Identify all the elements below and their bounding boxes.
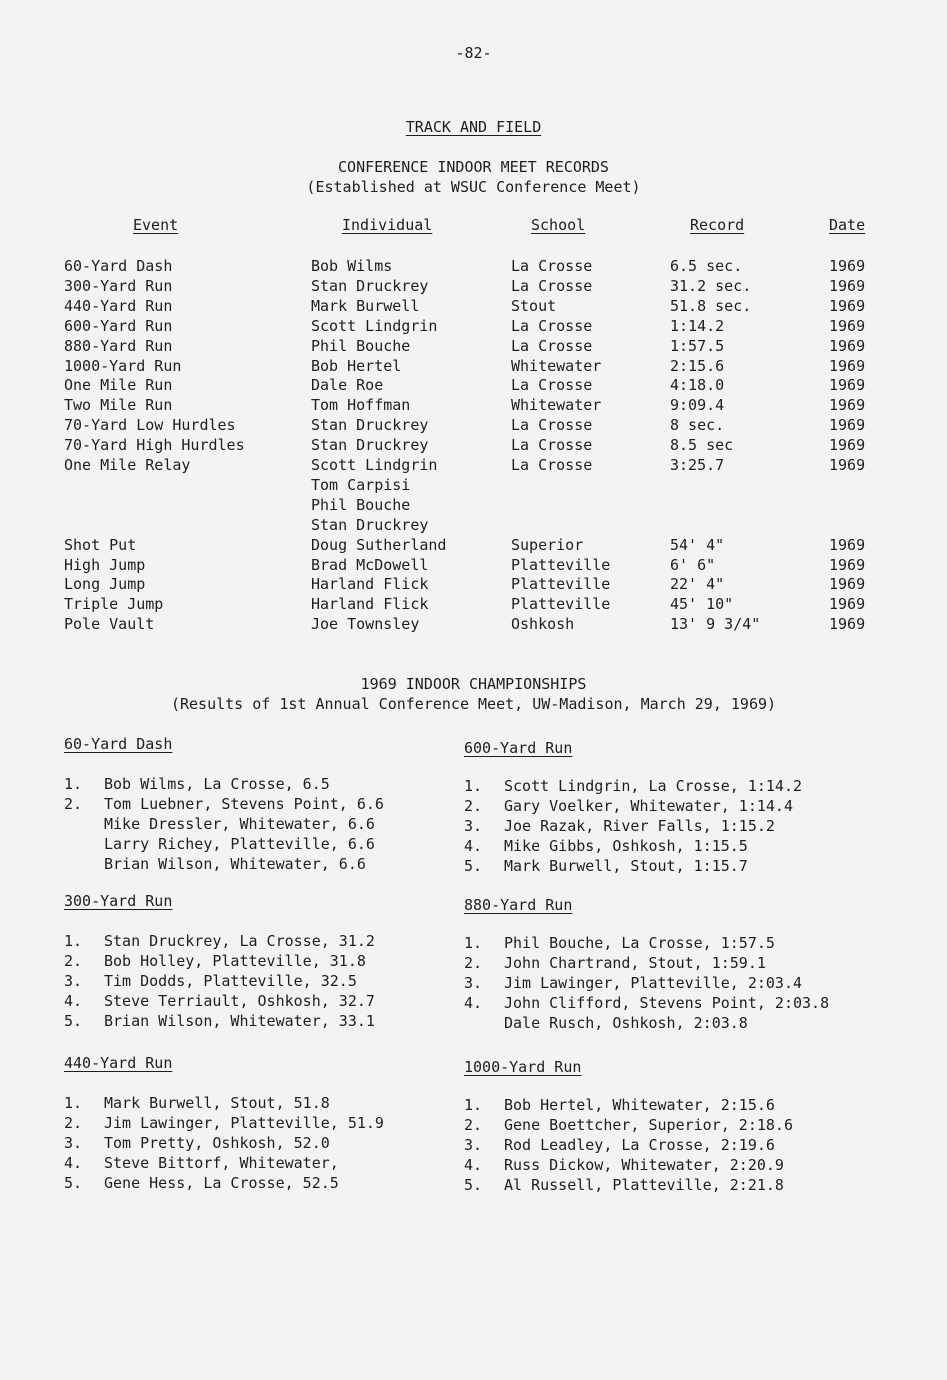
header-event: Event	[133, 216, 179, 234]
cell-individual: Phil Bouche	[311, 495, 411, 514]
cell-date: 1969	[829, 555, 866, 574]
result-list-item	[464, 974, 884, 994]
result-text: Mark Burwell, Stout, 1:15.7	[504, 857, 748, 875]
result-list-item	[464, 954, 884, 974]
championships-subtitle: (Results of 1st Annual Conference Meet, UW-Madison, March 29, 1969)	[170, 695, 777, 713]
result-list-item	[64, 1114, 484, 1134]
cell-event: 440-Yard Run	[64, 296, 173, 315]
place-number: 1.	[464, 777, 483, 795]
result-list-item	[64, 952, 484, 972]
place-number: 2.	[64, 952, 83, 970]
championships-title: 1969 INDOOR CHAMPIONSHIPS	[360, 675, 587, 693]
event-heading: 300-Yard Run	[64, 892, 173, 910]
result-list-item	[464, 777, 884, 797]
cell-school: Whitewater	[511, 396, 602, 415]
result-text: Mike Gibbs, Oshkosh, 1:15.5	[504, 837, 748, 855]
cell-school: Whitewater	[511, 356, 602, 375]
records-table-row	[0, 615, 947, 635]
result-text: John Clifford, Stevens Point, 2:03.8	[504, 994, 830, 1012]
event-heading: 880-Yard Run	[464, 896, 573, 914]
cell-individual: Stan Druckrey	[311, 276, 429, 295]
result-text: Steve Bittorf, Whitewater,	[104, 1154, 339, 1172]
result-list-item	[464, 837, 884, 857]
cell-school: La Crosse	[511, 416, 593, 435]
cell-date: 1969	[829, 316, 866, 335]
records-table-row	[0, 536, 947, 556]
cell-school: La Crosse	[511, 376, 593, 395]
cell-event: 70-Yard High Hurdles	[64, 436, 245, 455]
records-table-row	[0, 516, 947, 536]
cell-date: 1969	[829, 416, 866, 435]
records-table-row	[0, 556, 947, 576]
cell-record: 1:14.2	[670, 316, 725, 335]
cell-event: Pole Vault	[64, 615, 155, 634]
cell-record: 31.2 sec.	[670, 276, 752, 295]
cell-event: Long Jump	[64, 575, 146, 594]
records-table-row	[0, 317, 947, 337]
place-number: 5.	[464, 857, 483, 875]
cell-individual: Stan Druckrey	[311, 515, 429, 534]
cell-date: 1969	[829, 575, 866, 594]
cell-school: La Crosse	[511, 316, 593, 335]
cell-school: Stout	[511, 296, 557, 315]
result-text: Bob Holley, Platteville, 31.8	[104, 952, 366, 970]
result-list-item	[464, 857, 884, 877]
cell-record: 51.8 sec.	[670, 296, 752, 315]
cell-date: 1969	[829, 296, 866, 315]
cell-event: One Mile Relay	[64, 456, 191, 474]
records-table-row	[0, 277, 947, 297]
cell-record: 3:25.7	[670, 456, 725, 474]
records-table-row	[0, 357, 947, 377]
place-number: 4.	[464, 837, 483, 855]
place-number: 1.	[64, 775, 83, 793]
place-number: 2.	[464, 954, 483, 972]
result-list-item	[64, 1134, 484, 1154]
place-number: 3.	[464, 817, 483, 835]
cell-individual: Dale Roe	[311, 376, 384, 395]
records-table-row	[0, 496, 947, 516]
cell-record: 4:18.0	[670, 376, 725, 395]
result-text: Phil Bouche, La Crosse, 1:57.5	[504, 934, 775, 952]
cell-individual: Bob Hertel	[311, 356, 402, 375]
cell-record: 9:09.4	[670, 396, 725, 415]
result-list-item	[64, 775, 484, 795]
cell-event: Triple Jump	[64, 595, 164, 614]
cell-event: 70-Yard Low Hurdles	[64, 416, 236, 435]
cell-event: 600-Yard Run	[64, 316, 173, 335]
place-number: 2.	[64, 795, 83, 813]
cell-individual: Stan Druckrey	[311, 436, 429, 455]
section-title: TRACK AND FIELD	[405, 118, 542, 136]
result-list-item	[464, 1136, 884, 1156]
cell-date: 1969	[829, 615, 866, 634]
cell-school: Superior	[511, 535, 584, 554]
records-table-row	[0, 476, 947, 496]
result-list-item	[64, 1012, 484, 1032]
event-heading: 60-Yard Dash	[64, 735, 173, 753]
cell-record: 6' 6"	[670, 555, 716, 574]
cell-school: Platteville	[511, 555, 611, 574]
cell-individual: Tom Carpisi	[311, 475, 411, 494]
cell-record: 1:57.5	[670, 336, 725, 355]
place-number: 3.	[464, 974, 483, 992]
result-list-item	[64, 815, 484, 835]
result-list-item	[464, 817, 884, 837]
result-text: Scott Lindgrin, La Crosse, 1:14.2	[504, 777, 803, 795]
result-text: Stan Druckrey, La Crosse, 31.2	[104, 932, 375, 950]
result-text: Bob Hertel, Whitewater, 2:15.6	[504, 1096, 775, 1114]
result-text: Steve Terriault, Oshkosh, 32.7	[104, 992, 375, 1010]
event-heading: 1000-Yard Run	[464, 1058, 582, 1076]
cell-date: 1969	[829, 436, 866, 455]
result-text: Tim Dodds, Platteville, 32.5	[104, 972, 357, 990]
cell-date: 1969	[829, 535, 866, 554]
cell-individual: Harland Flick	[311, 595, 429, 614]
result-list-item	[464, 934, 884, 954]
result-text: Jim Lawinger, Platteville, 2:03.4	[504, 974, 803, 992]
event-heading: 440-Yard Run	[64, 1054, 173, 1072]
cell-school: La Crosse	[511, 276, 593, 295]
cell-date: 1969	[829, 396, 866, 415]
page-number: -82-	[455, 44, 492, 62]
records-table-row	[0, 416, 947, 436]
cell-date: 1969	[829, 356, 866, 375]
cell-individual: Scott Lindgrin	[311, 316, 438, 335]
result-list-item	[464, 1014, 884, 1034]
cell-event: 60-Yard Dash	[64, 257, 173, 275]
header-individual: Individual	[342, 216, 433, 234]
records-table-row	[0, 337, 947, 357]
result-text: Brian Wilson, Whitewater, 33.1	[104, 1012, 375, 1030]
place-number: 5.	[64, 1174, 83, 1192]
cell-record: 2:15.6	[670, 356, 725, 375]
result-text: Russ Dickow, Whitewater, 2:20.9	[504, 1156, 784, 1174]
header-record: Record	[690, 216, 745, 234]
cell-individual: Harland Flick	[311, 575, 429, 594]
place-number: 1.	[464, 934, 483, 952]
place-number: 3.	[464, 1136, 483, 1154]
cell-event: One Mile Run	[64, 376, 173, 395]
cell-individual: Doug Sutherland	[311, 535, 447, 554]
place-number: 5.	[464, 1176, 483, 1194]
records-title: CONFERENCE INDOOR MEET RECORDS	[338, 158, 609, 176]
result-text: Rod Leadley, La Crosse, 2:19.6	[504, 1136, 775, 1154]
result-text: Mark Burwell, Stout, 51.8	[104, 1094, 330, 1112]
records-subtitle: (Established at WSUC Conference Meet)	[306, 178, 641, 196]
result-text: Tom Pretty, Oshkosh, 52.0	[104, 1134, 330, 1152]
header-date: Date	[829, 216, 866, 234]
cell-date: 1969	[829, 456, 866, 474]
place-number: 1.	[464, 1096, 483, 1114]
result-text: Larry Richey, Platteville, 6.6	[104, 835, 375, 853]
cell-record: 45' 10"	[670, 595, 734, 614]
result-list-item	[64, 972, 484, 992]
result-list-item	[64, 835, 484, 855]
cell-date: 1969	[829, 595, 866, 614]
cell-event: High Jump	[64, 555, 146, 574]
cell-record: 8.5 sec	[670, 436, 734, 455]
cell-school: La Crosse	[511, 336, 593, 355]
cell-event: Shot Put	[64, 535, 137, 554]
cell-event: Two Mile Run	[64, 396, 173, 415]
cell-record: 8 sec.	[670, 416, 725, 435]
place-number: 3.	[64, 1134, 83, 1152]
cell-school: La Crosse	[511, 436, 593, 455]
cell-individual: Mark Burwell	[311, 296, 420, 315]
place-number: 2.	[64, 1114, 83, 1132]
cell-school: Platteville	[511, 595, 611, 614]
cell-record: 22' 4"	[670, 575, 725, 594]
place-number: 4.	[64, 1154, 83, 1172]
result-list-item	[464, 1116, 884, 1136]
cell-individual: Tom Hoffman	[311, 396, 411, 415]
records-table-row	[0, 436, 947, 456]
place-number: 2.	[464, 797, 483, 815]
cell-event: 1000-Yard Run	[64, 356, 182, 375]
cell-individual: Bob Wilms	[311, 257, 393, 275]
result-text: Tom Luebner, Stevens Point, 6.6	[104, 795, 384, 813]
cell-individual: Stan Druckrey	[311, 416, 429, 435]
result-list-item	[64, 855, 484, 875]
cell-school: La Crosse	[511, 456, 593, 474]
cell-individual: Brad McDowell	[311, 555, 429, 574]
records-table-row	[0, 595, 947, 615]
place-number: 2.	[464, 1116, 483, 1134]
result-text: Al Russell, Platteville, 2:21.8	[504, 1176, 784, 1194]
cell-school: La Crosse	[511, 257, 593, 275]
place-number: 5.	[64, 1012, 83, 1030]
cell-date: 1969	[829, 257, 866, 275]
place-number: 4.	[64, 992, 83, 1010]
records-table-row	[0, 376, 947, 396]
records-table-row	[0, 297, 947, 317]
result-list-item	[64, 992, 484, 1012]
result-text: Dale Rusch, Oshkosh, 2:03.8	[504, 1014, 748, 1032]
cell-individual: Scott Lindgrin	[311, 456, 438, 474]
result-text: Mike Dressler, Whitewater, 6.6	[104, 815, 375, 833]
records-table-row	[0, 396, 947, 416]
cell-event: 880-Yard Run	[64, 336, 173, 355]
place-number: 4.	[464, 1156, 483, 1174]
result-list-item	[464, 1176, 884, 1196]
result-list-item	[464, 1096, 884, 1116]
result-text: Gary Voelker, Whitewater, 1:14.4	[504, 797, 793, 815]
records-table-row	[0, 456, 947, 476]
place-number: 1.	[64, 932, 83, 950]
place-number: 1.	[64, 1094, 83, 1112]
cell-record: 54' 4"	[670, 535, 725, 554]
records-table-row	[0, 257, 947, 277]
result-list-item	[64, 1154, 484, 1174]
header-school: School	[531, 216, 586, 234]
records-table-row	[0, 575, 947, 595]
cell-individual: Joe Townsley	[311, 615, 420, 634]
cell-school: Oshkosh	[511, 615, 575, 634]
result-list-item	[464, 994, 884, 1014]
cell-school: Platteville	[511, 575, 611, 594]
result-text: Bob Wilms, La Crosse, 6.5	[104, 775, 330, 793]
event-heading: 600-Yard Run	[464, 739, 573, 757]
result-list-item	[464, 1156, 884, 1176]
result-text: Gene Hess, La Crosse, 52.5	[104, 1174, 339, 1192]
result-text: Jim Lawinger, Platteville, 51.9	[104, 1114, 384, 1132]
cell-date: 1969	[829, 376, 866, 395]
place-number: 3.	[64, 972, 83, 990]
result-text: Gene Boettcher, Superior, 2:18.6	[504, 1116, 793, 1134]
cell-record: 6.5 sec.	[670, 257, 743, 275]
result-list-item	[464, 797, 884, 817]
result-list-item	[64, 932, 484, 952]
cell-individual: Phil Bouche	[311, 336, 411, 355]
cell-record: 13' 9 3/4"	[670, 615, 761, 634]
result-list-item	[64, 1174, 484, 1194]
result-list-item	[64, 795, 484, 815]
cell-date: 1969	[829, 276, 866, 295]
place-number: 4.	[464, 994, 483, 1012]
result-list-item	[64, 1094, 484, 1114]
cell-date: 1969	[829, 336, 866, 355]
cell-event: 300-Yard Run	[64, 276, 173, 295]
result-text: Brian Wilson, Whitewater, 6.6	[104, 855, 366, 873]
result-text: Joe Razak, River Falls, 1:15.2	[504, 817, 775, 835]
result-text: John Chartrand, Stout, 1:59.1	[504, 954, 766, 972]
